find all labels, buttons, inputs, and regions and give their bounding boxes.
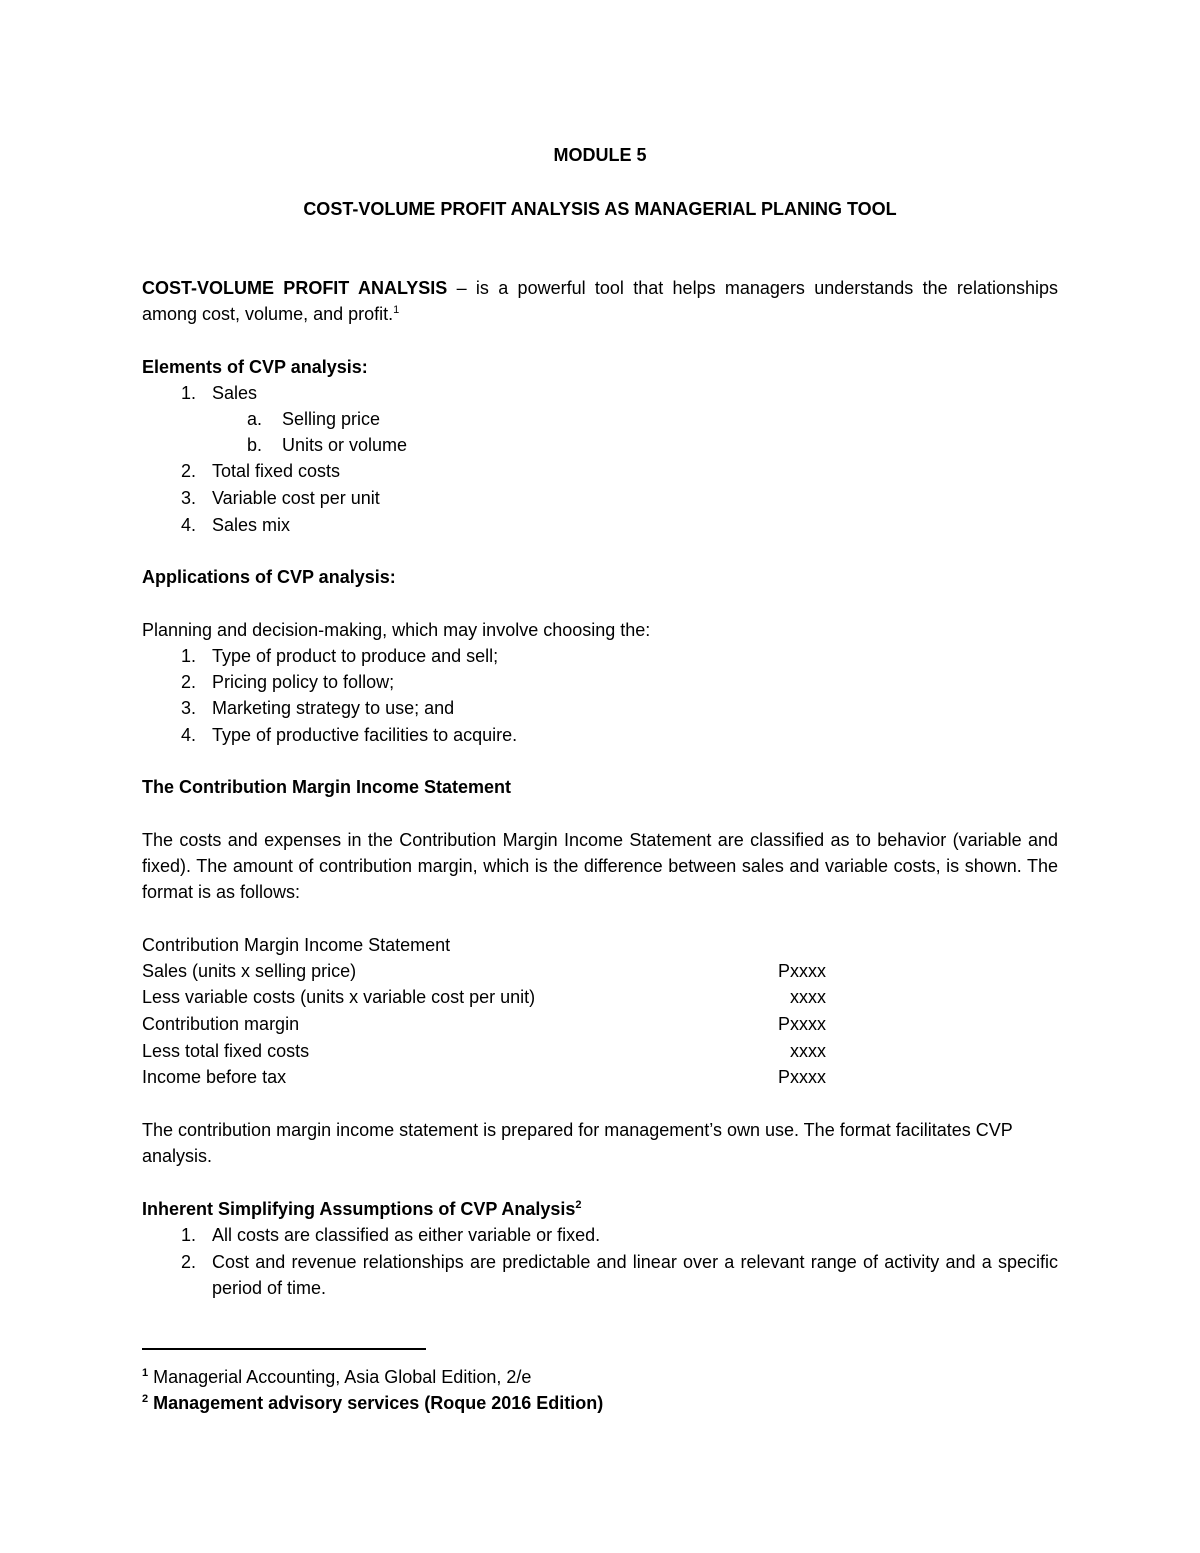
cmis-paragraph: The costs and expenses in the Contribution Margin Income Statement are classified as to behavior (variable and fixed). The amount of contribution margin, which is the difference between sales and variable costs, is shown. The format is as follows: (142, 830, 1058, 902)
statement-label: Income before tax (142, 1067, 287, 1087)
list-number: 4. (180, 515, 196, 535)
statement-amount: Pxxxx (777, 1067, 826, 1087)
statement-amount: Pxxxx (777, 961, 826, 981)
list-number: 1. (180, 646, 196, 666)
assumptions-heading (142, 1196, 1058, 1222)
definition-paragraph (142, 275, 1058, 327)
statement-label: Contribution margin (142, 1014, 300, 1034)
list-label: Total fixed costs (212, 461, 341, 481)
footnote-text: Managerial Accounting, Asia Global Edition, 2/e (148, 1367, 532, 1387)
statement-label: Less variable costs (units x variable cost per unit) (142, 987, 536, 1007)
list-label: Marketing strategy to use; and (212, 698, 455, 718)
statement-row (0, 1064, 1200, 1090)
elements-heading: Elements of CVP analysis: (142, 357, 368, 377)
statement-row (0, 1011, 1200, 1037)
definition-term: COST-VOLUME PROFIT ANALYSIS (142, 278, 448, 298)
document-title: COST-VOLUME PROFIT ANALYSIS AS MANAGERIAL PLANING TOOL (303, 199, 897, 219)
list-number: 1. (180, 1225, 196, 1245)
list-label: Pricing policy to follow; (212, 672, 395, 692)
list-number: 3. (180, 488, 196, 508)
list-label: Cost and revenue relationships are predictable and linear over a relevant range of activity and a specific period of time. (212, 1252, 1058, 1298)
list-number: 2. (180, 672, 196, 692)
cmis-heading: The Contribution Margin Income Statement (142, 777, 512, 797)
list-label: Units or volume (282, 435, 408, 455)
statement-title: Contribution Margin Income Statement (142, 935, 451, 955)
list-label: Sales (212, 383, 258, 403)
statement-row (0, 984, 1200, 1010)
assumptions-heading-text: Inherent Simplifying Assumptions of CVP Analysis (142, 1199, 576, 1219)
list-number: 3. (180, 698, 196, 718)
list-letter: b. (246, 435, 262, 455)
list-label: All costs are classified as either variable or fixed. (212, 1225, 601, 1245)
definition-text: – is a powerful tool that helps managers understands the relationships among cost, volume, and profit. (142, 278, 1058, 324)
footnote-ref-2: 2 (575, 1199, 582, 1211)
footnote-separator (142, 1348, 426, 1350)
footnote-mark: 2 (142, 1393, 149, 1405)
list-label: Type of product to produce and sell; (212, 646, 499, 666)
list-letter: a. (246, 409, 262, 429)
list-label: Variable cost per unit (212, 488, 380, 508)
statement-amount: xxxx (790, 1041, 826, 1061)
statement-label: Sales (units x selling price) (142, 961, 357, 981)
applications-intro: Planning and decision-making, which may involve choosing the: (142, 620, 651, 640)
statement-amount: xxxx (790, 987, 826, 1007)
statement-row (0, 1038, 1200, 1064)
applications-heading: Applications of CVP analysis: (142, 567, 396, 587)
list-label: Selling price (282, 409, 381, 429)
footnote-text: Management advisory services (Roque 2016 Edition) (148, 1393, 604, 1413)
closing-paragraph: The contribution margin income statement is prepared for management’s own use. The format facilitates CVP analysis. (142, 1120, 1013, 1166)
module-title: MODULE 5 (553, 145, 647, 165)
statement-row (0, 958, 1200, 984)
footnote-1 (142, 1364, 1058, 1390)
footnote-2 (142, 1390, 1058, 1416)
statement-label: Less total fixed costs (142, 1041, 310, 1061)
list-label: Sales mix (212, 515, 291, 535)
statement-amount: Pxxxx (777, 1014, 826, 1034)
list-number: 1. (180, 383, 196, 403)
list-label: Type of productive facilities to acquire. (212, 725, 518, 745)
footnote-ref-1: 1 (393, 304, 400, 316)
list-number: 2. (180, 461, 196, 481)
list-number: 2. (180, 1252, 196, 1272)
footnote-mark: 1 (142, 1367, 149, 1379)
list-number: 4. (180, 725, 196, 745)
